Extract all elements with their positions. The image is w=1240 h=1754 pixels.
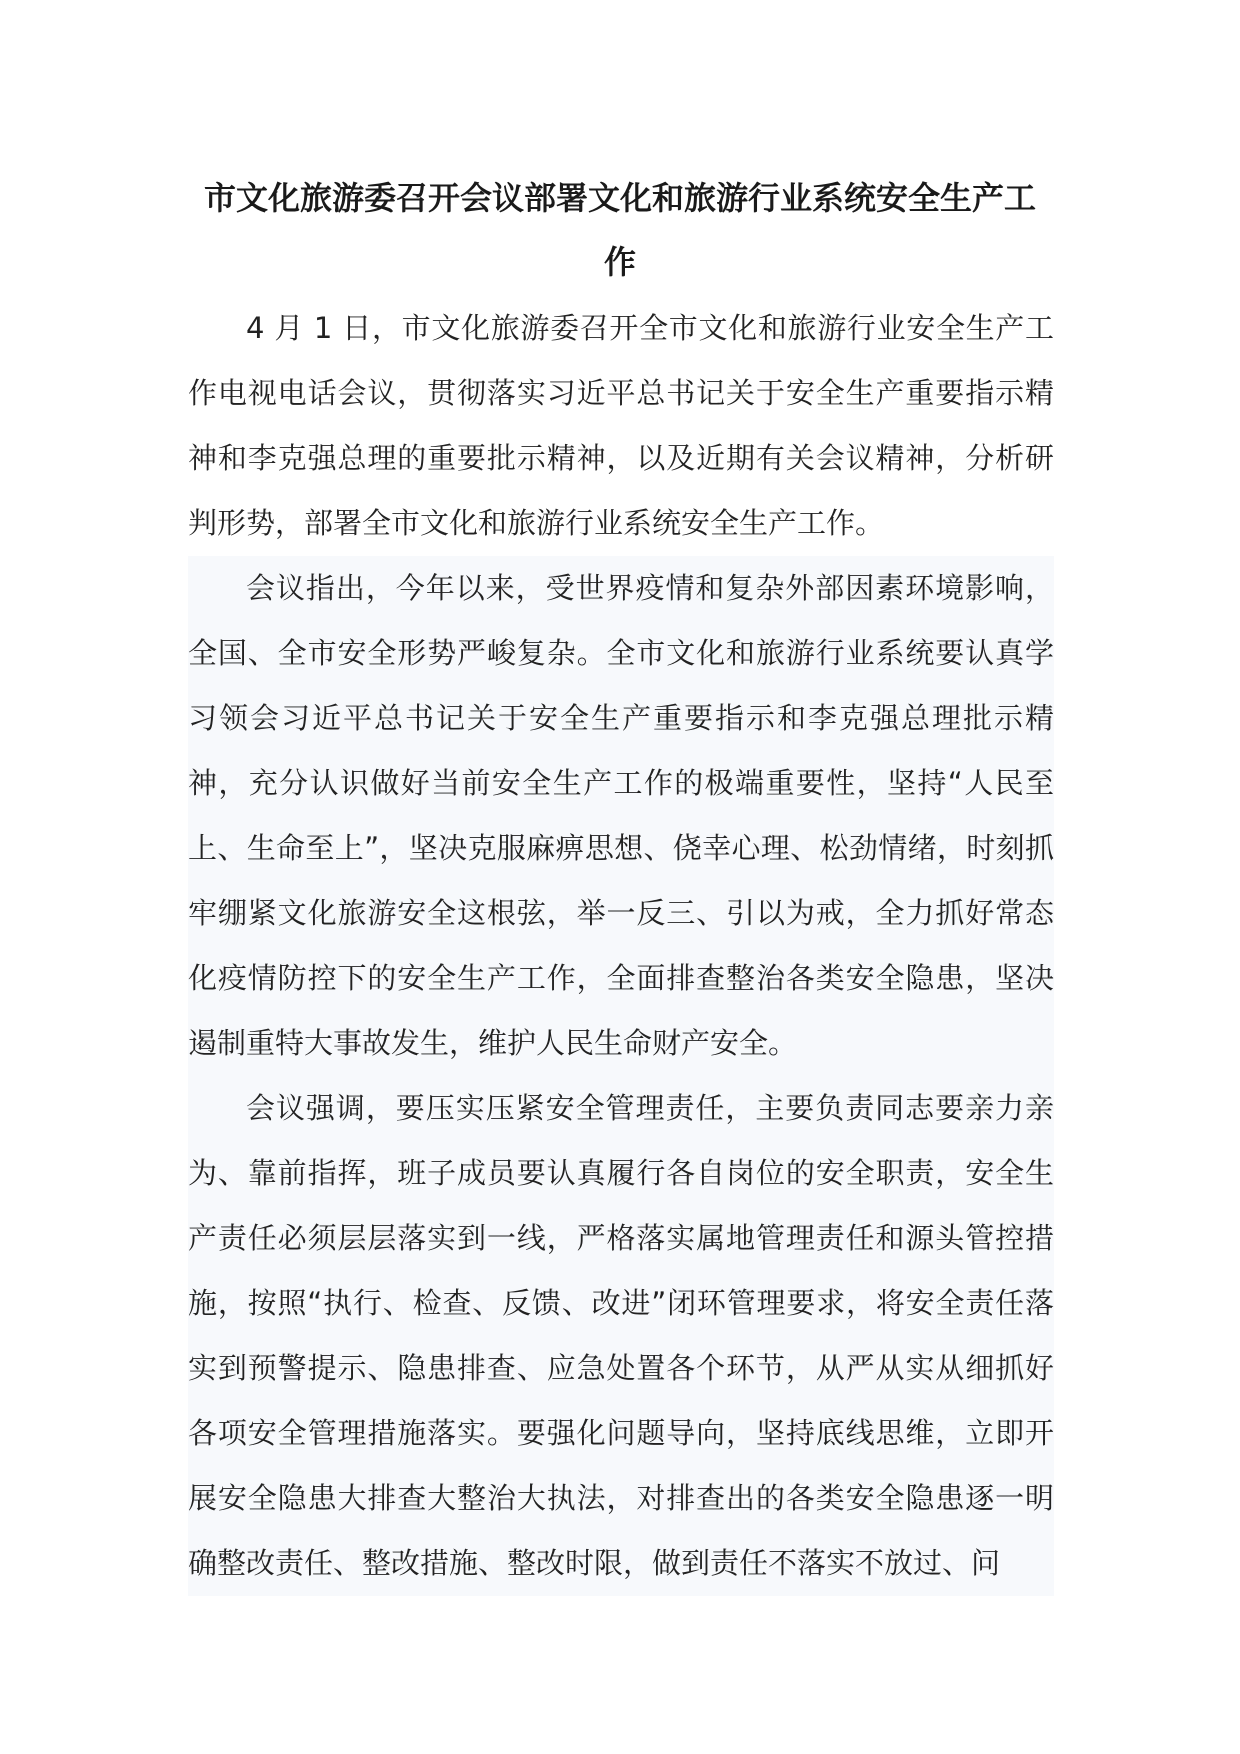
paragraph-1: 4 月 1 日，市文化旅游委召开全市文化和旅游行业安全生产工作电视电话会议，贯彻落实习近平总书记关于安全生产重要指示精神和李克强总理的重要批示精神，以及近期有关会议精神，分析研判形势，部署全市文化和旅游行业系统安全生产工作。 bbox=[188, 311, 1054, 540]
document-body bbox=[188, 296, 1054, 1596]
paragraph-3: 会议强调，要压实压紧安全管理责任，主要负责同志要亲力亲为、靠前指挥，班子成员要认真履行各自岗位的安全职责，安全生产责任必须层层落实到一线，严格落实属地管理责任和源头管控措施，按照“执行、检查、反馈、改进”闭环管理要求，将安全责任落实到预警提示、隐患排查、应急处置各个环节，从严从实从细抓好各项安全管理措施落实。要强化问题导向，坚持底线思维，立即开展安全隐患大排查大整治大执法，对排查出的各类安全隐患逐一明确整改责任、整改措施、整改时限，做到责任不落实不放过、问 bbox=[188, 1076, 1054, 1596]
paragraph-2: 会议指出，今年以来，受世界疫情和复杂外部因素环境影响，全国、全市安全形势严峻复杂。全市文化和旅游行业系统要认真学习领会习近平总书记关于安全生产重要指示和李克强总理批示精神，充分认识做好当前安全生产工作的极端重要性，坚持“人民至上、生命至上”，坚决克服麻痹思想、侥幸心理、松劲情绪，时刻抓牢绷紧文化旅游安全这根弦，举一反三、引以为戒，全力抓好常态化疫情防控下的安全生产工作，全面排查整治各类安全隐患，坚决遏制重特大事故发生，维护人民生命财产安全。 bbox=[188, 556, 1054, 1076]
document-title: 市文化旅游委召开会议部署文化和旅游行业系统安全生产工作 bbox=[203, 179, 1036, 281]
